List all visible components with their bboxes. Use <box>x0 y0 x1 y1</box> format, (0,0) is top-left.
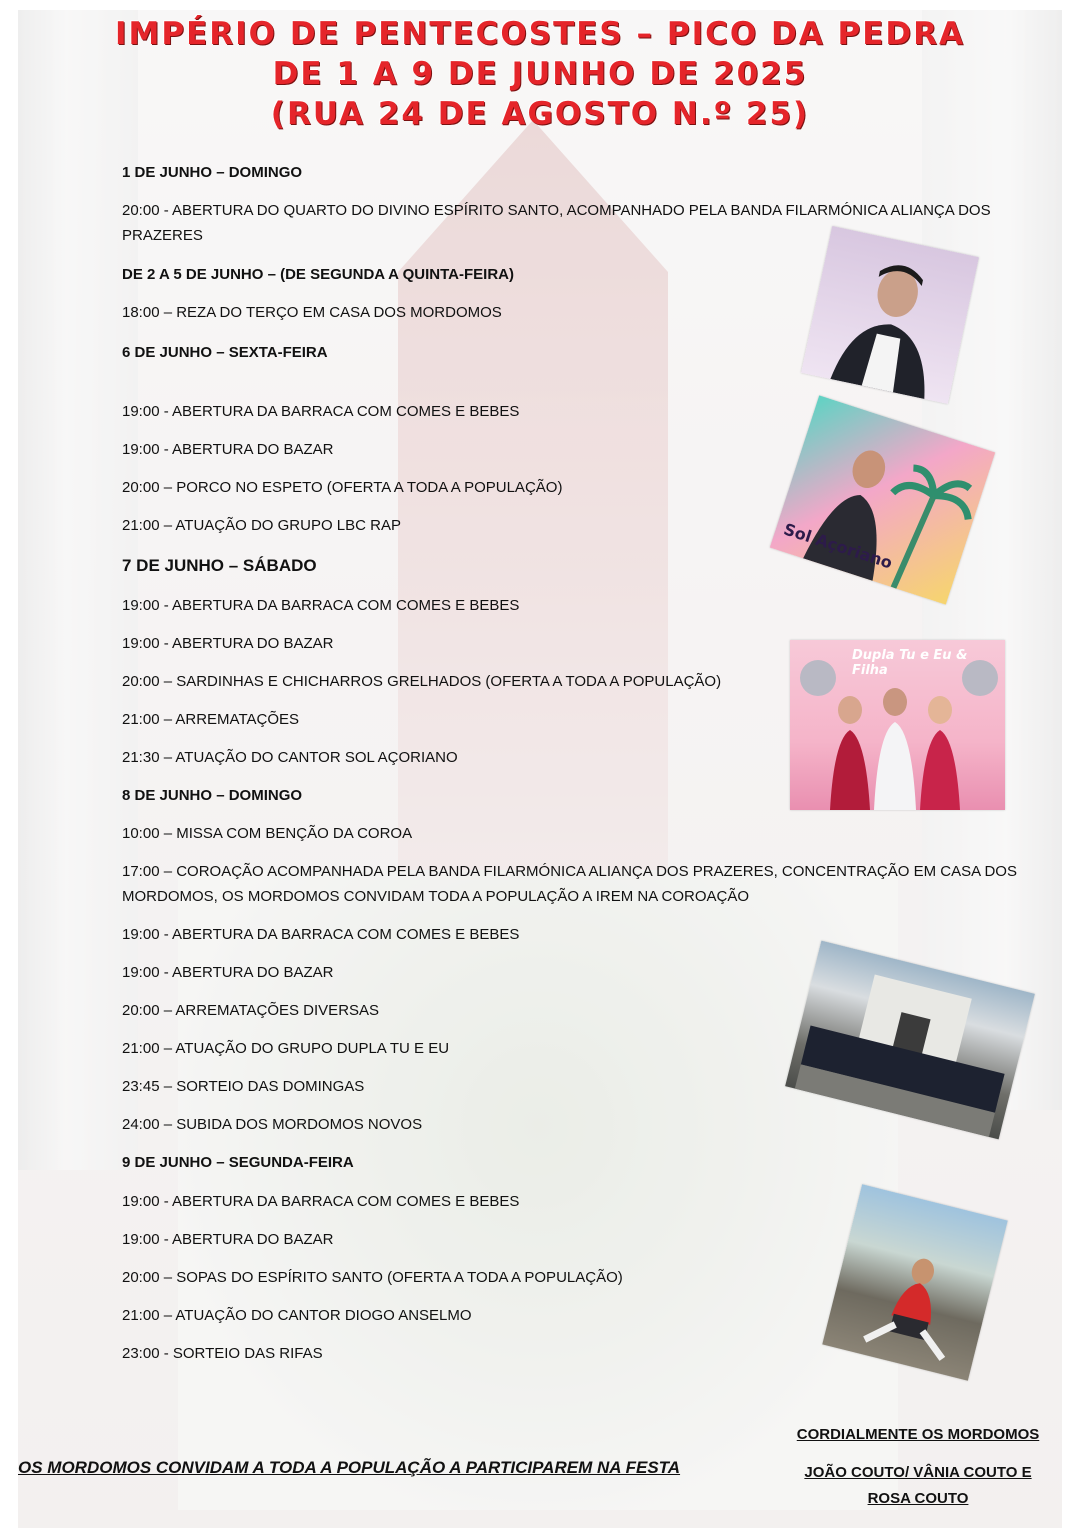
title-line-3: (RUA 24 DE AGOSTO N.º 25) <box>270 96 810 132</box>
poster-title: Sol Açoriano <box>781 519 895 573</box>
day-heading: 7 DE JUNHO – SÁBADO <box>122 556 317 575</box>
invitation-text: OS MORDOMOS CONVIDAM A TODA A POPULAÇÃO A PARTICIPAREM NA FESTA <box>18 1458 681 1477</box>
day-heading: 1 DE JUNHO – DOMINGO <box>122 164 303 181</box>
schedule-entry: 20:00 – ARREMATAÇÕES DIVERSAS <box>122 1002 380 1019</box>
schedule-entry: 18:00 – REZA DO TERÇO EM CASA DOS MORDOMOS <box>122 304 502 321</box>
schedule-entry: 24:00 – SUBIDA DOS MORDOMOS NOVOS <box>122 1116 423 1133</box>
signature-line-3: ROSA COUTO <box>867 1490 969 1507</box>
schedule-entry: 19:00 - ABERTURA DA BARRACA COM COMES E BEBES <box>122 597 520 614</box>
schedule-entry: 20:00 – SOPAS DO ESPÍRITO SANTO (OFERTA A TODA A POPULAÇÃO) <box>122 1269 623 1286</box>
photo-lbc-rap <box>801 226 979 404</box>
schedule-entry: 19:00 - ABERTURA DO BAZAR <box>122 964 334 981</box>
signature-line-1: CORDIALMENTE OS MORDOMOS <box>796 1426 1040 1443</box>
schedule-entry: 20:00 – PORCO NO ESPETO (OFERTA A TODA A POPULAÇÃO) <box>122 479 563 496</box>
schedule-entry: 19:00 - ABERTURA DA BARRACA COM COMES E BEBES <box>122 403 520 420</box>
schedule-entry: 19:00 - ABERTURA DO BAZAR <box>122 635 334 652</box>
schedule-entry: 21:00 – ATUAÇÃO DO GRUPO LBC RAP <box>122 517 401 534</box>
day-heading: DE 2 A 5 DE JUNHO – (DE SEGUNDA A QUINTA-FEIRA) <box>122 266 514 283</box>
page-title <box>0 14 1080 134</box>
schedule-entry: 21:00 – ATUAÇÃO DO CANTOR DIOGO ANSELMO <box>122 1307 472 1324</box>
photo-dupla-tu-e-eu <box>790 640 1005 810</box>
day-heading: 9 DE JUNHO – SEGUNDA-FEIRA <box>122 1154 354 1171</box>
schedule-entry: 10:00 – MISSA COM BENÇÃO DA COROA <box>122 825 413 842</box>
schedule-entry: 21:30 – ATUAÇÃO DO CANTOR SOL AÇORIANO <box>122 749 458 766</box>
schedule-entry: 19:00 - ABERTURA DO BAZAR <box>122 441 334 458</box>
day-heading: 6 DE JUNHO – SEXTA-FEIRA <box>122 344 328 361</box>
poster-title: Dupla Tu e Eu & Filha <box>852 648 968 678</box>
day-heading: 8 DE JUNHO – DOMINGO <box>122 787 303 804</box>
schedule-entry: 23:00 - SORTEIO DAS RIFAS <box>122 1345 323 1362</box>
schedule-entry: 19:00 - ABERTURA DO BAZAR <box>122 1231 334 1248</box>
schedule-entry: 19:00 - ABERTURA DA BARRACA COM COMES E BEBES <box>122 1193 520 1210</box>
title-line-2: DE 1 A 9 DE JUNHO DE 2025 <box>272 56 808 92</box>
schedule-entry: 17:00 – COROAÇÃO ACOMPANHADA PELA BANDA FILARMÓNICA ALIANÇA DOS PRAZERES, CONCENTRAÇÃO EM CASA DOS MORDOMOS, OS MORDOMOS CONVIDAM TODA A POPULAÇÃO A IREM NA COROAÇÃO <box>122 863 1017 905</box>
schedule-entry: 20:00 – SARDINHAS E CHICHARROS GRELHADOS (OFERTA A TODA A POPULAÇÃO) <box>122 673 722 690</box>
schedule-entry: 21:00 – ARREMATAÇÕES <box>122 711 300 728</box>
title-line-1: IMPÉRIO DE PENTECOSTES – PICO DA PEDRA <box>114 16 966 52</box>
schedule-entry: 23:45 – SORTEIO DAS DOMINGAS <box>122 1078 365 1095</box>
schedule-entry: 20:00 - ABERTURA DO QUARTO DO DIVINO ESPÍRITO SANTO, ACOMPANHADO PELA BANDA FILARMÓNICA ALIANÇA DOS PRAZERES <box>122 202 991 244</box>
signature-line-2: JOÃO COUTO/ VÂNIA COUTO E <box>804 1464 1032 1481</box>
schedule-entry: 21:00 – ATUAÇÃO DO GRUPO DUPLA TU E EU <box>122 1040 450 1057</box>
schedule-entry: 19:00 - ABERTURA DA BARRACA COM COMES E BEBES <box>122 926 520 943</box>
